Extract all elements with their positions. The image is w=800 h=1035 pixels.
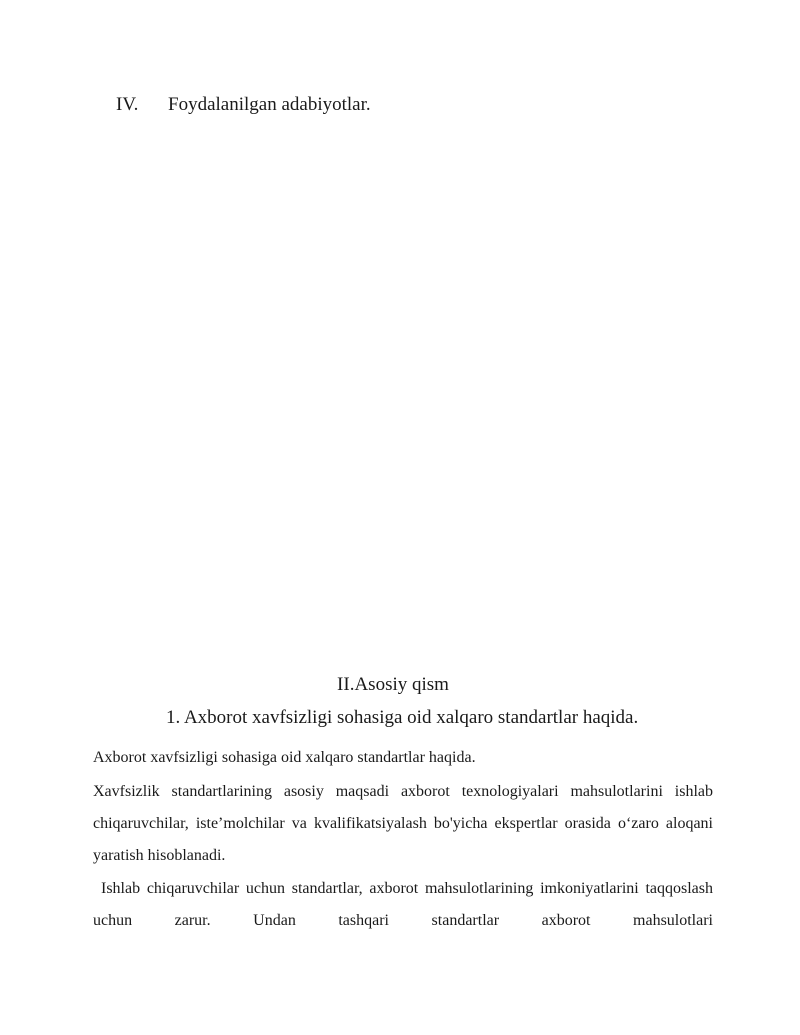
section-heading xyxy=(0,674,800,696)
toc-item-label: Foydalanilgan adabiyotlar. xyxy=(168,94,371,115)
paragraph-purpose: Xavfsizlik standartlarining asosiy maqsadi axborot texnologiyalari mahsulotlarini ishlab chiqaruvchilar, iste’molchilar va kvalifikatsiyalash bo'yicha ekspertlar orasida o‘zaro aloqani yaratish hisoblanadi. xyxy=(93,783,713,864)
toc-item xyxy=(116,94,371,116)
paragraph-intro: Axborot xavfsizligi sohasiga oid xalqaro standartlar haqida. xyxy=(93,749,476,766)
section-title: II.Asosiy qism xyxy=(337,674,449,695)
paragraph-manufacturers: Ishlab chiqaruvchilar uchun standartlar, axborot mahsulotlarining imkoniyatlarini taqqoslash uchun zarur. Undan tashqari standartlar axborot mahsulotlari xyxy=(93,880,713,929)
subsection-heading: 1. Axborot xavfsizligi sohasiga oid xalqaro standartlar haqida. xyxy=(166,707,639,728)
toc-item-number: IV. xyxy=(116,94,139,115)
